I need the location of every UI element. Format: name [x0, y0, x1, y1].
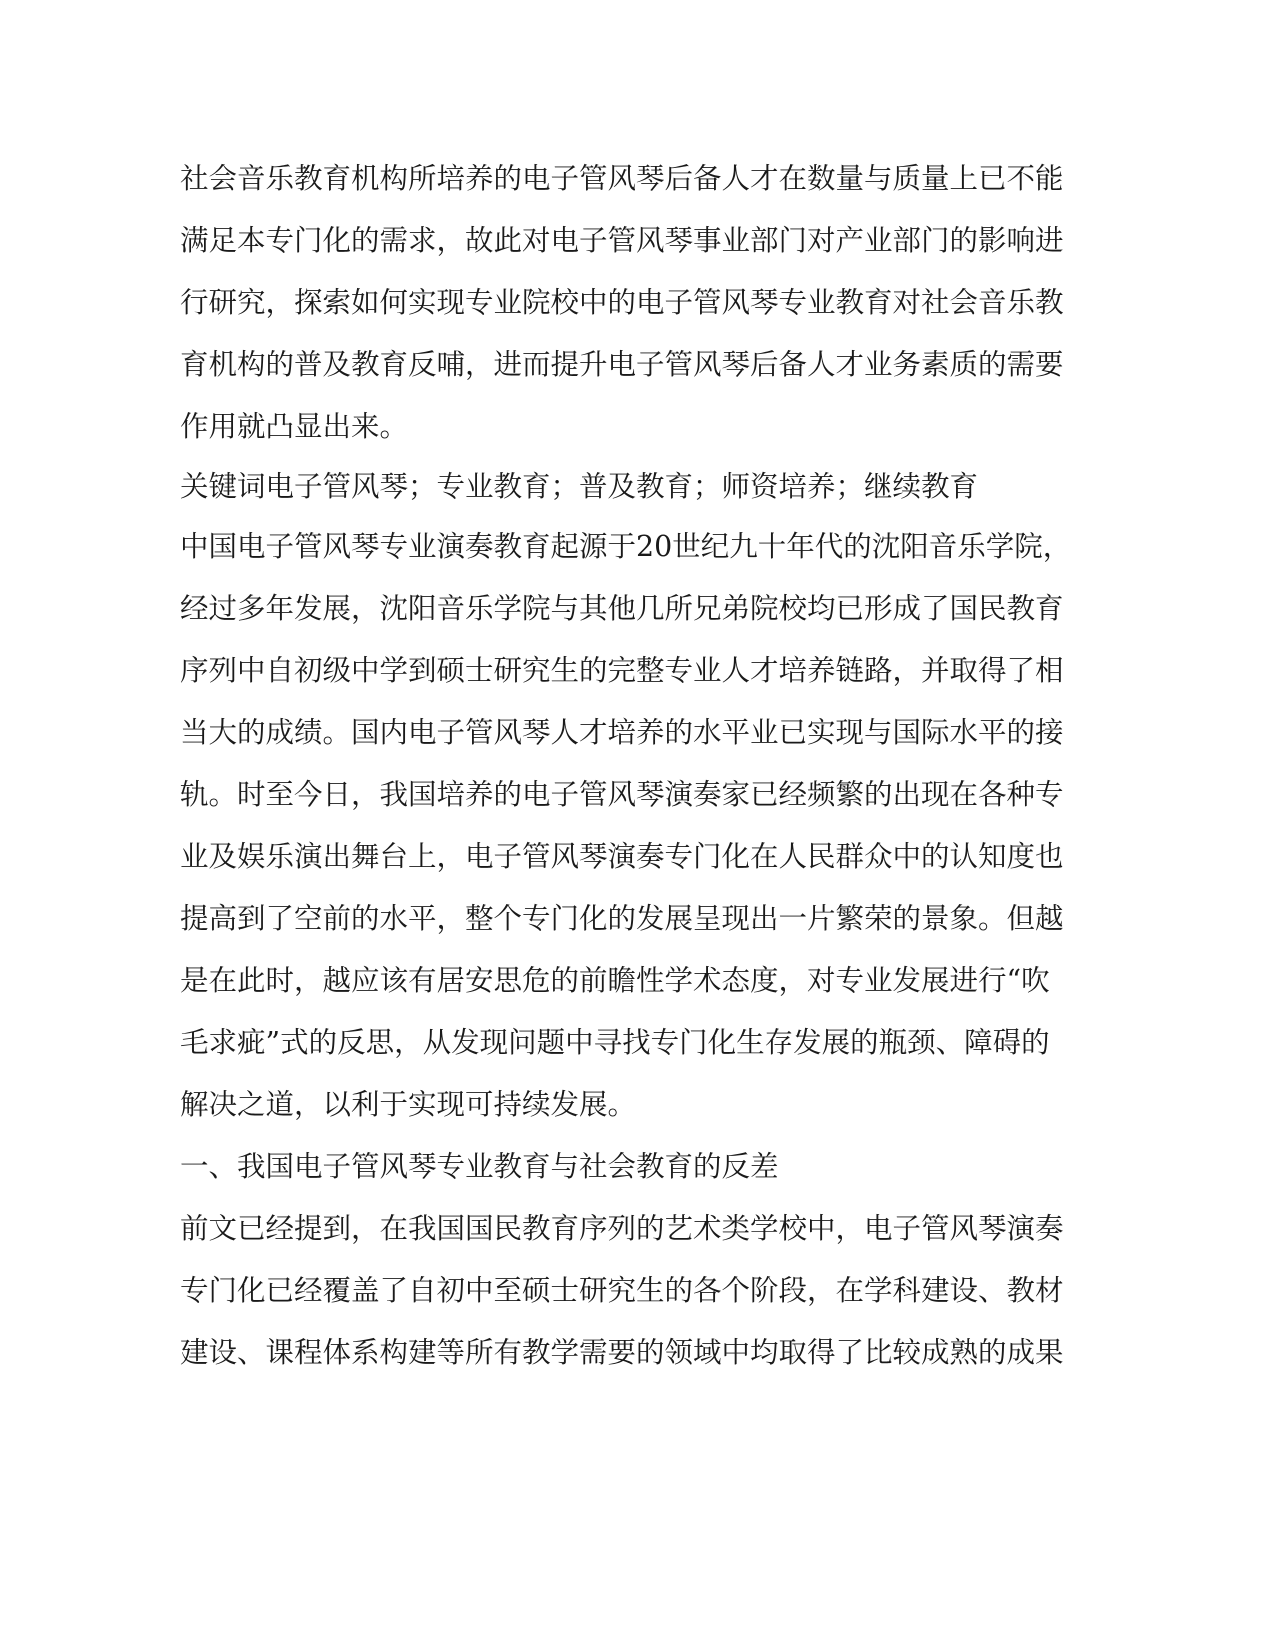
text-line: 序列中自初级中学到硕士研究生的完整专业人才培养链路，并取得了相 [180, 654, 1064, 687]
text-line: 经过多年发展，沈阳音乐学院与其他几所兄弟院校均已形成了国民教育 [180, 592, 1064, 625]
text-line: 专门化已经覆盖了自初中至硕士研究生的各个阶段，在学科建设、教材 [180, 1274, 1064, 1307]
text-line: 育机构的普及教育反哺，进而提升电子管风琴后备人才业务素质的需要 [180, 348, 1064, 381]
text-line: 社会音乐教育机构所培养的电子管风琴后备人才在数量与质量上已不能 [180, 162, 1064, 195]
text-line: 行研究，探索如何实现专业院校中的电子管风琴专业教育对社会音乐教 [180, 286, 1064, 319]
text-line: 轨。时至今日，我国培养的电子管风琴演奏家已经频繁的出现在各种专 [180, 778, 1064, 811]
text-line: 建设、课程体系构建等所有教学需要的领域中均取得了比较成熟的成果 [180, 1336, 1064, 1369]
text-line: 中国电子管风琴专业演奏教育起源于20世纪九十年代的沈阳音乐学院， [180, 530, 1072, 563]
text-line: 毛求疵”式的反思，从发现问题中寻找专门化生存发展的瓶颈、障碍的 [180, 1026, 1050, 1059]
text-line: 作用就凸显出来。 [180, 410, 409, 443]
section-heading: 一、我国电子管风琴专业教育与社会教育的反差 [180, 1150, 779, 1183]
text-line: 满足本专门化的需求，故此对电子管风琴事业部门对产业部门的影响进 [180, 224, 1064, 257]
text-line: 当大的成绩。国内电子管风琴人才培养的水平业已实现与国际水平的接 [180, 716, 1064, 749]
text-line: 前文已经提到，在我国国民教育序列的艺术类学校中，电子管风琴演奏 [180, 1212, 1064, 1245]
text-line: 是在此时，越应该有居安思危的前瞻性学术态度，对专业发展进行“吹 [180, 964, 1050, 997]
keywords-line: 关键词电子管风琴；专业教育；普及教育；师资培养；继续教育 [180, 470, 979, 503]
text-line: 解决之道，以利于实现可持续发展。 [180, 1088, 637, 1121]
text-line: 提高到了空前的水平，整个专门化的发展呈现出一片繁荣的景象。但越 [180, 902, 1064, 935]
text-line: 业及娱乐演出舞台上，电子管风琴演奏专门化在人民群众中的认知度也 [180, 840, 1064, 873]
